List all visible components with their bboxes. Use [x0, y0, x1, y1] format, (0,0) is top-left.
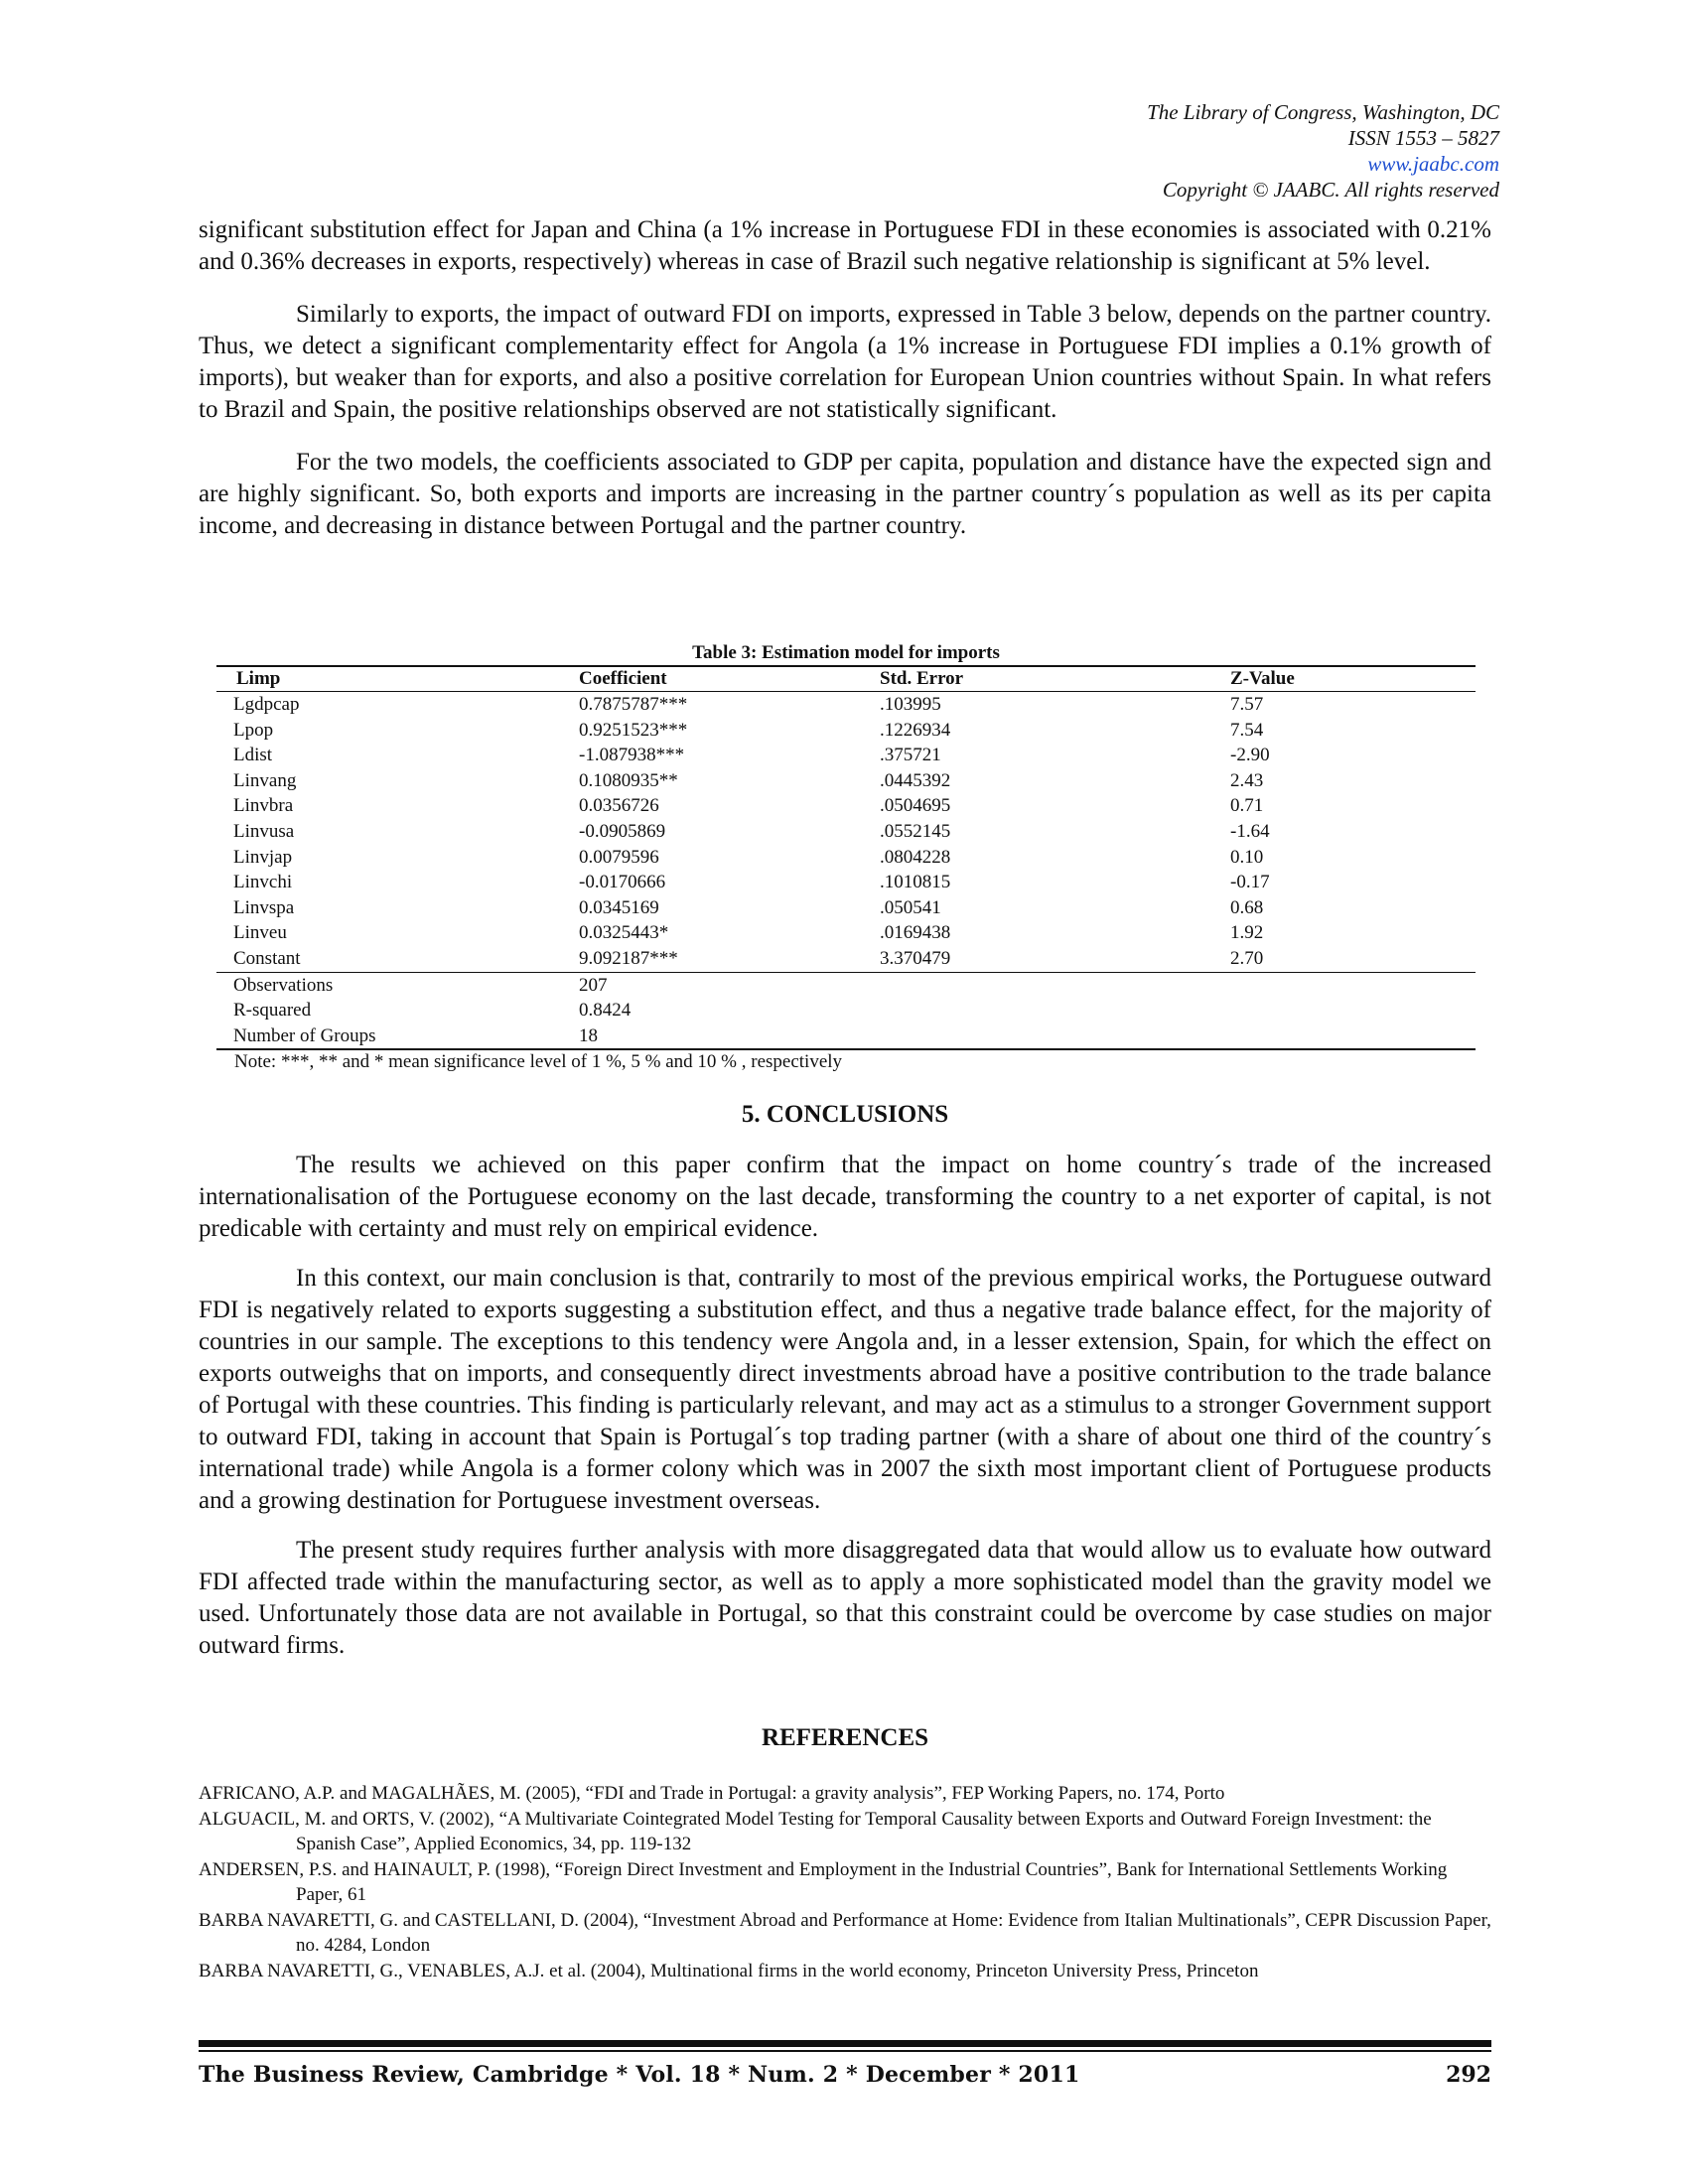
table-row — [216, 743, 1476, 768]
row-coefficient: 0.0356726 — [579, 795, 659, 817]
row-coefficient: -0.0905869 — [579, 820, 666, 842]
row-std-error: .0445392 — [880, 769, 951, 791]
paragraph-imports: Similarly to exports, the impact of outward FDI on imports, expressed in Table 3 below, depends on the partner country. Thus, we detect a significant complementarity effect for Angola (a 1% increase in Portuguese FDI implies a 0.1% growth of imports), but weaker than for exports, and also a positive correlation for European Union countries without Spain. In what refers to Brazil and Spain, the positive relationships observed are not statistically significant. — [199, 301, 1491, 423]
table-row — [216, 920, 1476, 946]
row-variable: Linveu — [233, 922, 287, 944]
reference-item: ALGUACIL, M. and ORTS, V. (2002), “A Multivariate Cointegrated Model Testing for Temporal Causality between Exports and Outward Foreign Investment: the Spanish Case”, Applied Economics, 34, pp. 119-132 — [199, 1808, 1432, 1854]
row-z-value: 2.70 — [1230, 947, 1264, 969]
row-std-error: .050541 — [880, 896, 941, 918]
row-variable: Ldist — [233, 745, 273, 766]
stat-label: R-squared — [233, 1000, 312, 1022]
table-row — [216, 718, 1476, 744]
row-coefficient: 0.0325443* — [579, 922, 669, 944]
stat-label: Observations — [216, 972, 559, 998]
row-z-value: 0.10 — [1230, 846, 1264, 868]
row-variable: Linvspa — [233, 896, 295, 918]
footer-rule-thick — [199, 2040, 1491, 2047]
row-z-value: 7.54 — [1230, 719, 1264, 741]
journal-header — [804, 99, 1499, 203]
table-3 — [216, 641, 1476, 1074]
row-coefficient: 0.9251523*** — [579, 719, 688, 741]
table-row — [216, 692, 1476, 718]
paragraph-results: The results we achieved on this paper confirm that the impact on home country´s trade of the increased internationalisation of the Portuguese economy on the last decade, transforming the country to a net exporter of capital, is not predicable with certainty and must rely on empirical evidence. — [199, 1152, 1491, 1242]
stat-value: 18 — [559, 1024, 860, 1050]
row-variable: Lgdpcap — [233, 694, 300, 715]
reference-item: BARBA NAVARETTI, G. and CASTELLANI, D. (2004), “Investment Abroad and Performance at Home: Evidence from Italian Multinationals”, CEPR Discussion Paper, no. 4284, London — [199, 1909, 1491, 1956]
paragraph-continuation: significant substitution effect for Japan and China (a 1% increase in Portuguese FDI in these economies is associated with 0.21% and 0.36% decreases in exports, respectively) whereas in case of Brazil such negative relationship is significant at 5% level. — [199, 216, 1491, 275]
table-header-row — [216, 666, 1476, 692]
row-std-error: .0169438 — [880, 922, 951, 944]
header-issn: ISSN 1553 – 5827 — [1347, 126, 1499, 150]
row-std-error: .1010815 — [880, 872, 951, 893]
row-coefficient: 0.1080935** — [579, 769, 678, 791]
row-std-error: .0552145 — [880, 820, 951, 842]
row-variable: Linvbra — [233, 795, 294, 817]
row-z-value: -0.17 — [1230, 872, 1270, 893]
reference-item: ANDERSEN, P.S. and HAINAULT, P. (1998), “Foreign Direct Investment and Employment in the Industrial Countries”, Bank for International Settlements Working Paper, 61 — [199, 1858, 1448, 1905]
estimation-table — [216, 665, 1476, 1050]
row-coefficient: 0.7875787*** — [579, 694, 688, 715]
row-coefficient: 0.0079596 — [579, 846, 659, 868]
row-coefficient: 9.092187*** — [579, 947, 678, 969]
table-row — [216, 819, 1476, 845]
header-coefficient: Coefficient — [559, 666, 860, 692]
row-z-value: 7.57 — [1230, 694, 1264, 715]
stats-row — [216, 972, 1476, 998]
row-z-value: 1.92 — [1230, 922, 1264, 944]
table-row — [216, 845, 1476, 871]
row-coefficient: -0.0170666 — [579, 872, 666, 893]
paragraph-main-conclusion: In this context, our main conclusion is that, contrarily to most of the previous empirical works, the Portuguese outward FDI is negatively related to exports suggesting a substitution effect, and thus a negative trade balance effect, for the majority of countries in our sample. The exceptions to this tendency were Angola and, in a lesser extension, Spain, for which the effect on exports outweighs that on imports, and consequently direct investments abroad have a positive contribution to the trade balance of Portugal with these countries. This finding is particularly relevant, and may act as a stimulus to a stronger Government support to outward FDI, taking in account that Spain is Portugal´s top trading partner (with a share of about one third of the country´s international trade) while Angola is a former colony which was in 2007 the sixth most important client of Portuguese products and a growing destination for Portuguese investment overseas. — [199, 1265, 1491, 1514]
footer-rule-thin — [199, 2050, 1491, 2052]
references-list — [199, 1781, 1491, 1983]
header-website-link[interactable]: www.jaabc.com — [1367, 152, 1499, 176]
header-z-value: Z-Value — [1210, 666, 1476, 692]
stat-value: 207 — [559, 972, 860, 998]
stats-row — [216, 998, 1476, 1024]
stat-label: Number of Groups — [216, 1024, 559, 1050]
row-z-value: 0.68 — [1230, 896, 1264, 918]
row-variable: Linvchi — [233, 872, 293, 893]
table-row — [216, 895, 1476, 921]
paragraph-further-study: The present study requires further analysis with more disaggregated data that would allow us to evaluate how outward FDI affected trade within the manufacturing sector, as well as to apply a more sophisticated model than the gravity model we used. Unfortunately those data are not available in Portugal, so that this constraint could be overcome by case studies on major outward firms. — [199, 1537, 1491, 1659]
table-row — [216, 870, 1476, 895]
table-title: Table 3: Estimation model for imports — [692, 642, 1000, 663]
row-std-error: .103995 — [880, 694, 941, 715]
header-std-error: Std. Error — [860, 666, 1210, 692]
row-coefficient: 0.0345169 — [579, 896, 659, 918]
row-coefficient: -1.087938*** — [579, 745, 685, 766]
table-row — [216, 793, 1476, 819]
row-z-value: 2.43 — [1230, 769, 1264, 791]
table-row — [216, 946, 1476, 972]
row-variable: Constant — [233, 947, 301, 969]
paragraph-two-models: For the two models, the coefficients associated to GDP per capita, population and distance have the expected sign and are highly significant. So, both exports and imports are increasing in the partner country´s population as well as its per capita income, and decreasing in distance between Portugal and the partner country. — [199, 449, 1491, 539]
row-variable: Linvusa — [233, 820, 295, 842]
body-text-conclusions — [199, 1150, 1491, 1662]
row-variable: Linvang — [233, 769, 297, 791]
header-publisher: The Library of Congress, Washington, DC — [1147, 100, 1499, 124]
row-z-value: -1.64 — [1230, 820, 1270, 842]
stats-row — [216, 1024, 1476, 1050]
row-variable: Lpop — [233, 719, 274, 741]
page-number: 292 — [1446, 2062, 1491, 2088]
row-std-error: .375721 — [880, 745, 941, 766]
reference-item: AFRICANO, A.P. and MAGALHÃES, M. (2005), “FDI and Trade in Portugal: a gravity analysis”, FEP Working Papers, no. 174, Porto — [199, 1783, 1225, 1804]
row-z-value: 0.71 — [1230, 795, 1264, 817]
header-limp: Limp — [216, 666, 559, 692]
footer-journal-info: The Business Review, Cambridge * Vol. 18 * Num. 2 * December * 2011 — [199, 2062, 1080, 2088]
row-variable: Linvjap — [233, 846, 293, 868]
reference-item: BARBA NAVARETTI, G., VENABLES, A.J. et al. (2004), Multinational firms in the world economy, Princeton University Press, Princeton — [199, 1960, 1259, 1981]
table-note: Note: ***, ** and * mean significance level of 1 %, 5 % and 10 % , respectively — [234, 1051, 843, 1073]
stat-value: 0.8424 — [579, 1000, 632, 1022]
row-std-error: .0804228 — [880, 846, 951, 868]
header-copyright: Copyright © JAABC. All rights reserved — [1162, 178, 1499, 202]
row-std-error: .1226934 — [880, 719, 951, 741]
table-row — [216, 768, 1476, 794]
row-std-error: .0504695 — [880, 795, 951, 817]
body-text-top — [199, 214, 1491, 542]
row-z-value: -2.90 — [1230, 745, 1270, 766]
conclusions-heading: 5. CONCLUSIONS — [741, 1101, 949, 1128]
references-heading: REFERENCES — [761, 1724, 929, 1751]
row-std-error: 3.370479 — [880, 947, 951, 969]
